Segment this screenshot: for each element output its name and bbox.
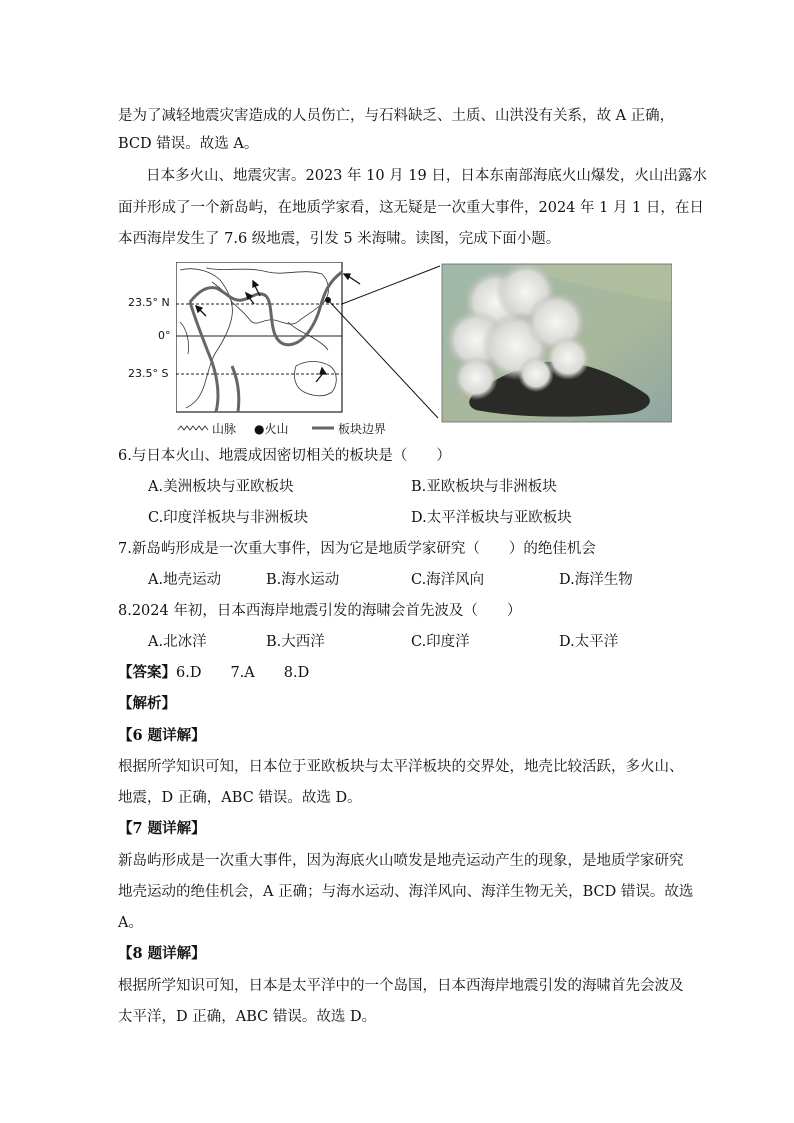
- mountain-symbol: [178, 426, 208, 430]
- detail-7-title: 【7 题详解】: [118, 820, 206, 837]
- question-7-option-c[interactable]: C.海洋风向: [411, 572, 485, 588]
- question-6-option-b[interactable]: B.亚欧板块与非洲板块: [411, 479, 557, 495]
- volcano-photo: [442, 262, 672, 422]
- detail-8-title: 【8 题详解】: [118, 945, 206, 962]
- detail-6-line: 地震，D 正确，ABC 错误。故选 D。: [118, 790, 362, 806]
- question-6-option-d[interactable]: D.太平洋板块与亚欧板块: [411, 510, 572, 526]
- plate-map-figure: [176, 262, 672, 440]
- question-7-option-b[interactable]: B.海水运动: [266, 572, 340, 588]
- question-7-option-a[interactable]: A.地壳运动: [148, 572, 222, 588]
- question-8-option-a[interactable]: A.北冰洋: [148, 634, 207, 650]
- answer-values: 6.D 7.A 8.D: [176, 665, 310, 681]
- lat-label-south: 23.5° S: [128, 367, 169, 380]
- detail-7-line: A。: [118, 915, 143, 931]
- question-6-stem: 6.与日本火山、地震成因密切相关的板块是（ ）: [118, 448, 451, 464]
- lat-label-north: 23.5° N: [128, 296, 170, 309]
- question-8-option-d[interactable]: D.太平洋: [559, 634, 619, 650]
- analysis-heading: 【解析】: [118, 695, 176, 712]
- paragraph-line: BCD 错误。故选 A。: [118, 136, 259, 152]
- question-figure: [128, 262, 672, 440]
- detail-8-line: 根据所学知识可知，日本是太平洋中的一个岛国，日本西海岸地震引发的海啸首先会波及: [118, 978, 684, 994]
- detail-6-title: 【6 题详解】: [118, 727, 206, 744]
- paragraph-line: 日本多火山、地震灾害。2023 年 10 月 19 日，日本东南部海底火山爆发，火山出露水: [146, 168, 707, 184]
- question-8-option-b[interactable]: B.大西洋: [266, 634, 325, 650]
- question-6-option-a[interactable]: A.美洲板块与亚欧板块: [148, 479, 294, 495]
- detail-7-line: 新岛屿形成是一次重大事件，因为海底火山喷发是地壳运动产生的现象，是地质学家研究: [118, 853, 684, 869]
- paragraph-line: 是为了减轻地震灾害造成的人员伤亡，与石料缺乏、土质、山洪没有关系，故 A 正确，: [118, 108, 675, 124]
- paragraph-line: 面并形成了一个新岛屿，在地质学家看，这无疑是一次重大事件，2024 年 1 月 1 日，在日: [118, 200, 704, 216]
- question-7-stem: 7.新岛屿形成是一次重大事件，因为它是地质学家研究（ ）的绝佳机会: [118, 541, 596, 557]
- question-7-option-d[interactable]: D.海洋生物: [559, 572, 633, 588]
- paragraph-line: 本西海岸发生了 7.6 级地震，引发 5 米海啸。读图，完成下面小题。: [118, 231, 561, 247]
- detail-8-line: 太平洋，D 正确，ABC 错误。故选 D。: [118, 1009, 377, 1025]
- leader-line-lower: [328, 300, 438, 418]
- legend-volcano-label: ●火山: [254, 422, 289, 436]
- legend-mountain-label: 山脉: [212, 422, 237, 436]
- question-6-option-c[interactable]: C.印度洋板块与非洲板块: [148, 510, 309, 526]
- lat-label-equator: 0°: [158, 329, 171, 342]
- legend-boundary-label: 板块边界: [338, 422, 387, 436]
- question-8-option-c[interactable]: C.印度洋: [411, 634, 470, 650]
- answer-line: [118, 663, 309, 683]
- detail-7-line: 地壳运动的绝佳机会，A 正确；与海水运动、海洋风向、海洋生物无关，BCD 错误。故选: [118, 884, 694, 900]
- detail-6-line: 根据所学知识可知，日本位于亚欧板块与太平洋板块的交界处，地壳比较活跃，多火山、: [118, 759, 684, 775]
- answer-label: 【答案】: [118, 664, 176, 681]
- leader-line-upper: [342, 266, 440, 304]
- question-8-stem: 8.2024 年初，日本西海岸地震引发的海啸会首先波及（ ）: [118, 603, 522, 619]
